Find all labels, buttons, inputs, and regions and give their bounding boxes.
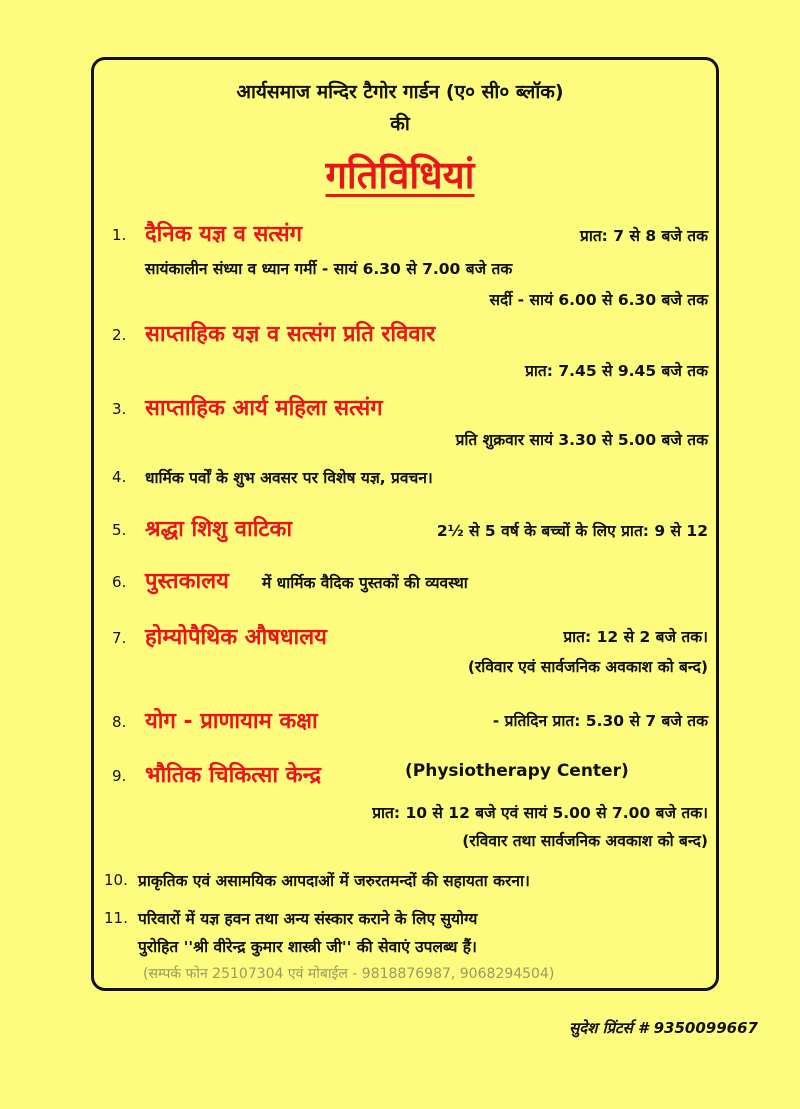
item-10-number: 10. <box>104 871 128 889</box>
item-6-heading: पुस्तकालय <box>145 569 229 594</box>
item-5-number: 5. <box>112 521 127 539</box>
item-6-number: 6. <box>112 573 127 591</box>
item-2-number: 2. <box>112 326 127 344</box>
item-8-time: - प्रतिदिन प्रात: 5.30 से 7 बजे तक <box>492 712 708 730</box>
item-1-line-3: सर्दी - सायं 6.00 से 6.30 बजे तक <box>489 291 708 309</box>
header-line-2: की <box>390 113 410 135</box>
item-9-heading: भौतिक चिकित्सा केन्द्र <box>145 763 322 788</box>
item-8-number: 8. <box>112 713 127 731</box>
item-4-number: 4. <box>112 468 127 486</box>
item-9-english: (Physiotherapy Center) <box>405 761 629 781</box>
item-11-number: 11. <box>104 909 128 927</box>
item-10-text: प्राकृतिक एवं असामयिक आपदाओं में जरुरतमन्दों की सहायता करना। <box>138 872 530 890</box>
item-6-text: में धार्मिक वैदिक पुस्तकों की व्यवस्था <box>262 574 468 592</box>
item-1-number: 1. <box>112 226 127 244</box>
item-9-line-2: प्रात: 10 से 12 बजे एवं सायं 5.00 से 7.00 बजे तक। <box>372 804 708 822</box>
item-2-line-2: प्रात: 7.45 से 9.45 बजे तक <box>525 362 708 380</box>
item-4-text: धार्मिक पर्वों के शुभ अवसर पर विशेष यज्ञ, प्रवचन। <box>145 469 433 487</box>
item-9-number: 9. <box>112 767 127 785</box>
item-1-heading: दैनिक यज्ञ व सत्संग <box>145 222 302 247</box>
item-11-text: परिवारों में यज्ञ हवन तथा अन्य संस्कार कराने के लिए सुयोग्य <box>138 910 478 928</box>
item-3-line-2: प्रति शुक्रवार सायं 3.30 से 5.00 बजे तक <box>455 431 708 449</box>
printer-credit: सुदेश प्रिंटर्स # 9350099667 <box>569 1019 758 1037</box>
item-9-line-3: (रविवार तथा सार्वजनिक अवकाश को बन्द) <box>462 832 708 850</box>
item-1-line-2: सायंकालीन संध्या व ध्यान गर्मी - सायं 6.30 से 7.00 बजे तक <box>145 260 513 278</box>
item-7-line-2: (रविवार एवं सार्वजनिक अवकाश को बन्द) <box>467 658 708 676</box>
header-line-1: आर्यसमाज मन्दिर टैगोर गार्डन (ए० सी० ब्लॉक) <box>236 81 564 103</box>
item-8-heading: योग - प्राणायाम कक्षा <box>145 709 318 734</box>
item-3-number: 3. <box>112 400 127 418</box>
item-11-line-2: पुरोहित ''श्री वीरेन्द्र कुमार शास्त्री जी'' की सेवाएं उपलब्ध हैं। <box>138 938 477 956</box>
item-7-heading: होम्योपैथिक औषधालय <box>145 625 327 650</box>
page-title: गतिविधियां <box>325 153 475 197</box>
item-3-heading: साप्ताहिक आर्य महिला सत्संग <box>145 396 383 421</box>
item-5-heading: श्रद्धा शिशु वाटिका <box>145 517 293 542</box>
item-11-contact: (सम्पर्क फोन 25107304 एवं मोबाईल - 9818876987, 9068294504) <box>143 966 555 982</box>
item-1-time: प्रात: 7 से 8 बजे तक <box>580 227 708 245</box>
item-2-heading: साप्ताहिक यज्ञ व सत्संग प्रति रविवार <box>145 322 436 347</box>
item-5-text: 2½ से 5 वर्ष के बच्चों के लिए प्रात: 9 से 12 <box>436 522 708 540</box>
item-7-time: प्रात: 12 से 2 बजे तक। <box>563 628 708 646</box>
item-7-number: 7. <box>112 629 127 647</box>
